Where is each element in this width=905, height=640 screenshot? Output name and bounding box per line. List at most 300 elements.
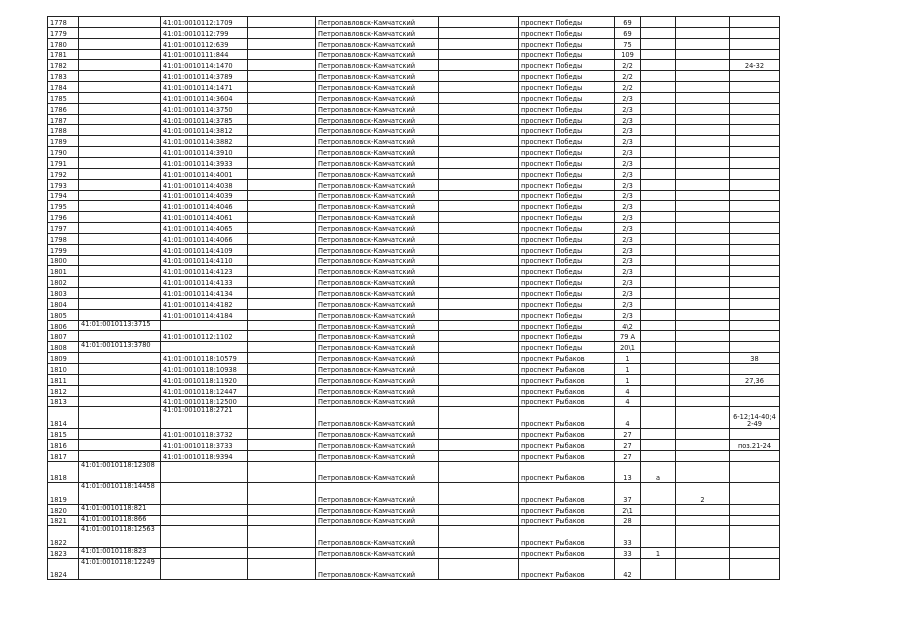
cadastral-number-a-cell (79, 201, 161, 212)
building-letter-cell (641, 266, 676, 277)
structure-number-cell (676, 233, 730, 244)
house-number-cell: 2/3 (615, 168, 641, 179)
empty-cell (248, 439, 316, 450)
empty-cell (248, 60, 316, 71)
city-cell: Петропавловск-Камчатский (316, 461, 439, 483)
empty-cell (439, 201, 519, 212)
structure-number-cell (676, 428, 730, 439)
empty-cell (248, 342, 316, 353)
house-number-cell: 27 (615, 450, 641, 461)
row-number-cell: 1795 (48, 201, 79, 212)
structure-number-cell (676, 342, 730, 353)
empty-cell (248, 49, 316, 60)
cadastral-number-a-cell: 41:01:0010118:12308 (79, 461, 161, 483)
table-row (48, 385, 780, 396)
city-cell: Петропавловск-Камчатский (316, 136, 439, 147)
city-cell: Петропавловск-Камчатский (316, 353, 439, 364)
house-number-cell: 33 (615, 547, 641, 558)
empty-cell (248, 38, 316, 49)
house-number-cell: 13 (615, 461, 641, 483)
house-number-cell: 2/3 (615, 266, 641, 277)
city-cell: Петропавловск-Камчатский (316, 364, 439, 375)
street-cell: проспект Рыбаков (519, 407, 615, 429)
apartment-cell: 27,36 (730, 374, 780, 385)
cadastral-number-b-cell: 41:01:0010114:4184 (161, 309, 248, 320)
cadastral-number-b-cell: 41:01:0010112:1709 (161, 17, 248, 28)
cadastral-number-b-cell: 41:01:0010114:3604 (161, 92, 248, 103)
empty-cell (439, 38, 519, 49)
building-letter-cell (641, 526, 676, 548)
table-row (48, 483, 780, 505)
cadastral-number-b-cell: 41:01:0010114:3789 (161, 71, 248, 82)
row-number-cell: 1808 (48, 342, 79, 353)
property-table (47, 16, 780, 580)
empty-cell (248, 526, 316, 548)
building-letter-cell (641, 288, 676, 299)
street-cell: проспект Победы (519, 277, 615, 288)
cadastral-number-a-cell (79, 374, 161, 385)
apartment-cell (730, 342, 780, 353)
building-letter-cell (641, 309, 676, 320)
empty-cell (439, 223, 519, 234)
table-row (48, 147, 780, 158)
cadastral-number-b-cell: 41:01:0010114:4066 (161, 233, 248, 244)
city-cell: Петропавловск-Камчатский (316, 396, 439, 407)
apartment-cell (730, 147, 780, 158)
empty-cell (248, 298, 316, 309)
apartment-cell (730, 428, 780, 439)
empty-cell (248, 125, 316, 136)
empty-cell (248, 288, 316, 299)
row-number-cell: 1796 (48, 212, 79, 223)
row-number-cell: 1818 (48, 461, 79, 483)
building-letter-cell (641, 483, 676, 505)
structure-number-cell (676, 82, 730, 93)
row-number-cell: 1780 (48, 38, 79, 49)
table-row (48, 547, 780, 558)
row-number-cell: 1802 (48, 277, 79, 288)
cadastral-number-b-cell: 41:01:0010111:844 (161, 49, 248, 60)
cadastral-number-a-cell (79, 439, 161, 450)
table-row (48, 396, 780, 407)
cadastral-number-a-cell (79, 255, 161, 266)
house-number-cell: 109 (615, 49, 641, 60)
cadastral-number-a-cell (79, 385, 161, 396)
house-number-cell: 2/3 (615, 223, 641, 234)
apartment-cell: поз.21-24 (730, 439, 780, 450)
apartment-cell (730, 244, 780, 255)
city-cell: Петропавловск-Камчатский (316, 309, 439, 320)
house-number-cell: 2/3 (615, 103, 641, 114)
house-number-cell: 2/3 (615, 233, 641, 244)
empty-cell (439, 179, 519, 190)
row-number-cell: 1821 (48, 515, 79, 526)
empty-cell (248, 266, 316, 277)
cadastral-number-b-cell: 41:01:0010118:2721 (161, 407, 248, 429)
building-letter-cell (641, 190, 676, 201)
house-number-cell: 2/3 (615, 298, 641, 309)
house-number-cell: 4 (615, 396, 641, 407)
row-number-cell: 1797 (48, 223, 79, 234)
house-number-cell: 27 (615, 439, 641, 450)
apartment-cell (730, 558, 780, 580)
apartment-cell (730, 396, 780, 407)
table-row (48, 71, 780, 82)
cadastral-number-a-cell (79, 244, 161, 255)
structure-number-cell (676, 27, 730, 38)
empty-cell (439, 168, 519, 179)
empty-cell (439, 439, 519, 450)
building-letter-cell (641, 201, 676, 212)
table-row (48, 82, 780, 93)
house-number-cell: 42 (615, 558, 641, 580)
empty-cell (248, 396, 316, 407)
street-cell: проспект Победы (519, 266, 615, 277)
cadastral-number-a-cell (79, 353, 161, 364)
cadastral-number-a-cell (79, 92, 161, 103)
city-cell: Петропавловск-Камчатский (316, 38, 439, 49)
empty-cell (248, 450, 316, 461)
structure-number-cell (676, 439, 730, 450)
structure-number-cell: 2 (676, 483, 730, 505)
building-letter-cell (641, 212, 676, 223)
cadastral-number-a-cell (79, 212, 161, 223)
empty-cell (248, 320, 316, 331)
cadastral-number-a-cell (79, 103, 161, 114)
cadastral-number-b-cell: 41:01:0010118:12447 (161, 385, 248, 396)
empty-cell (439, 27, 519, 38)
cadastral-number-a-cell (79, 288, 161, 299)
building-letter-cell (641, 385, 676, 396)
empty-cell (439, 504, 519, 515)
street-cell: проспект Рыбаков (519, 364, 615, 375)
street-cell: проспект Победы (519, 223, 615, 234)
table-row (48, 342, 780, 353)
apartment-cell (730, 125, 780, 136)
street-cell: проспект Рыбаков (519, 504, 615, 515)
building-letter-cell (641, 255, 676, 266)
empty-cell (439, 157, 519, 168)
cadastral-number-b-cell: 41:01:0010114:3933 (161, 157, 248, 168)
city-cell: Петропавловск-Камчатский (316, 288, 439, 299)
street-cell: проспект Победы (519, 288, 615, 299)
city-cell: Петропавловск-Камчатский (316, 407, 439, 429)
empty-cell (439, 266, 519, 277)
apartment-cell (730, 547, 780, 558)
table-row (48, 515, 780, 526)
row-number-cell: 1820 (48, 504, 79, 515)
table-row (48, 103, 780, 114)
cadastral-number-b-cell: 41:01:0010112:639 (161, 38, 248, 49)
table-row (48, 168, 780, 179)
empty-cell (439, 190, 519, 201)
cadastral-number-a-cell (79, 428, 161, 439)
empty-cell (439, 147, 519, 158)
row-number-cell: 1789 (48, 136, 79, 147)
cadastral-number-b-cell: 41:01:0010114:3812 (161, 125, 248, 136)
empty-cell (248, 385, 316, 396)
apartment-cell (730, 136, 780, 147)
structure-number-cell (676, 136, 730, 147)
apartment-cell (730, 71, 780, 82)
cadastral-number-b-cell (161, 461, 248, 483)
street-cell: проспект Победы (519, 212, 615, 223)
row-number-cell: 1778 (48, 17, 79, 28)
city-cell: Петропавловск-Камчатский (316, 92, 439, 103)
row-number-cell: 1794 (48, 190, 79, 201)
building-letter-cell (641, 233, 676, 244)
street-cell: проспект Рыбаков (519, 526, 615, 548)
street-cell: проспект Рыбаков (519, 547, 615, 558)
cadastral-number-b-cell: 41:01:0010112:799 (161, 27, 248, 38)
table-row (48, 298, 780, 309)
cadastral-number-b-cell: 41:01:0010114:4133 (161, 277, 248, 288)
apartment-cell (730, 82, 780, 93)
building-letter-cell (641, 374, 676, 385)
cadastral-number-b-cell: 41:01:0010118:3733 (161, 439, 248, 450)
house-number-cell: 20\1 (615, 342, 641, 353)
apartment-cell (730, 157, 780, 168)
house-number-cell: 2/3 (615, 201, 641, 212)
cadastral-number-a-cell: 41:01:0010113:3715 (79, 320, 161, 331)
cadastral-number-b-cell (161, 526, 248, 548)
house-number-cell: 1 (615, 353, 641, 364)
cadastral-number-a-cell (79, 364, 161, 375)
apartment-cell (730, 450, 780, 461)
cadastral-number-b-cell (161, 483, 248, 505)
house-number-cell: 2/3 (615, 125, 641, 136)
table-row (48, 277, 780, 288)
street-cell: проспект Победы (519, 92, 615, 103)
empty-cell (439, 114, 519, 125)
empty-cell (439, 298, 519, 309)
structure-number-cell (676, 212, 730, 223)
table-row (48, 331, 780, 342)
cadastral-number-a-cell (79, 233, 161, 244)
cadastral-number-b-cell: 41:01:0010118:10579 (161, 353, 248, 364)
house-number-cell: 4 (615, 407, 641, 429)
cadastral-number-b-cell (161, 342, 248, 353)
building-letter-cell (641, 168, 676, 179)
cadastral-number-a-cell (79, 179, 161, 190)
building-letter-cell (641, 244, 676, 255)
row-number-cell: 1823 (48, 547, 79, 558)
building-letter-cell (641, 396, 676, 407)
house-number-cell: 2/2 (615, 82, 641, 93)
row-number-cell: 1784 (48, 82, 79, 93)
street-cell: проспект Рыбаков (519, 385, 615, 396)
empty-cell (439, 515, 519, 526)
city-cell: Петропавловск-Камчатский (316, 125, 439, 136)
house-number-cell: 2/2 (615, 60, 641, 71)
table-row (48, 266, 780, 277)
empty-cell (439, 450, 519, 461)
street-cell: проспект Победы (519, 147, 615, 158)
row-number-cell: 1779 (48, 27, 79, 38)
empty-cell (439, 374, 519, 385)
cadastral-number-a-cell (79, 298, 161, 309)
row-number-cell: 1805 (48, 309, 79, 320)
apartment-cell (730, 233, 780, 244)
empty-cell (439, 60, 519, 71)
cadastral-number-a-cell (79, 147, 161, 158)
cadastral-number-b-cell: 41:01:0010114:3910 (161, 147, 248, 158)
table-row (48, 288, 780, 299)
street-cell: проспект Победы (519, 136, 615, 147)
empty-cell (439, 212, 519, 223)
structure-number-cell (676, 60, 730, 71)
cadastral-number-b-cell: 41:01:0010114:3785 (161, 114, 248, 125)
empty-cell (248, 244, 316, 255)
table-row (48, 125, 780, 136)
house-number-cell: 1 (615, 374, 641, 385)
city-cell: Петропавловск-Камчатский (316, 190, 439, 201)
building-letter-cell (641, 320, 676, 331)
empty-cell (248, 331, 316, 342)
structure-number-cell (676, 168, 730, 179)
structure-number-cell (676, 17, 730, 28)
empty-cell (439, 547, 519, 558)
house-number-cell: 2/3 (615, 179, 641, 190)
building-letter-cell (641, 364, 676, 375)
empty-cell (439, 342, 519, 353)
house-number-cell: 1 (615, 364, 641, 375)
city-cell: Петропавловск-Камчатский (316, 103, 439, 114)
table-row (48, 114, 780, 125)
structure-number-cell (676, 298, 730, 309)
structure-number-cell (676, 103, 730, 114)
city-cell: Петропавловск-Камчатский (316, 483, 439, 505)
table-row (48, 439, 780, 450)
city-cell: Петропавловск-Камчатский (316, 147, 439, 158)
structure-number-cell (676, 38, 730, 49)
empty-cell (248, 17, 316, 28)
city-cell: Петропавловск-Камчатский (316, 255, 439, 266)
structure-number-cell (676, 450, 730, 461)
street-cell: проспект Победы (519, 244, 615, 255)
apartment-cell (730, 49, 780, 60)
row-number-cell: 1787 (48, 114, 79, 125)
apartment-cell (730, 320, 780, 331)
city-cell: Петропавловск-Камчатский (316, 223, 439, 234)
city-cell: Петропавловск-Камчатский (316, 439, 439, 450)
cadastral-number-a-cell: 41:01:0010113:3780 (79, 342, 161, 353)
building-letter-cell (641, 558, 676, 580)
table-row (48, 407, 780, 429)
empty-cell (439, 255, 519, 266)
structure-number-cell (676, 353, 730, 364)
empty-cell (439, 92, 519, 103)
city-cell: Петропавловск-Камчатский (316, 526, 439, 548)
empty-cell (248, 179, 316, 190)
street-cell: проспект Рыбаков (519, 439, 615, 450)
structure-number-cell (676, 125, 730, 136)
city-cell: Петропавловск-Камчатский (316, 450, 439, 461)
structure-number-cell (676, 201, 730, 212)
cadastral-number-a-cell (79, 450, 161, 461)
building-letter-cell (641, 147, 676, 158)
city-cell: Петропавловск-Камчатский (316, 320, 439, 331)
cadastral-number-b-cell: 41:01:0010114:4110 (161, 255, 248, 266)
street-cell: проспект Победы (519, 331, 615, 342)
structure-number-cell (676, 504, 730, 515)
street-cell: проспект Победы (519, 179, 615, 190)
table-row (48, 450, 780, 461)
empty-cell (248, 147, 316, 158)
cadastral-number-b-cell (161, 558, 248, 580)
empty-cell (248, 515, 316, 526)
city-cell: Петропавловск-Камчатский (316, 547, 439, 558)
building-letter-cell (641, 71, 676, 82)
row-number-cell: 1792 (48, 168, 79, 179)
empty-cell (439, 49, 519, 60)
row-number-cell: 1817 (48, 450, 79, 461)
building-letter-cell (641, 38, 676, 49)
table-row (48, 244, 780, 255)
apartment-cell (730, 515, 780, 526)
building-letter-cell: а (641, 461, 676, 483)
table-row (48, 60, 780, 71)
apartment-cell (730, 168, 780, 179)
street-cell: проспект Победы (519, 309, 615, 320)
empty-cell (439, 125, 519, 136)
street-cell: проспект Рыбаков (519, 483, 615, 505)
street-cell: проспект Рыбаков (519, 558, 615, 580)
house-number-cell: 2/3 (615, 309, 641, 320)
row-number-cell: 1812 (48, 385, 79, 396)
row-number-cell: 1822 (48, 526, 79, 548)
row-number-cell: 1814 (48, 407, 79, 429)
house-number-cell: 28 (615, 515, 641, 526)
building-letter-cell (641, 114, 676, 125)
structure-number-cell (676, 558, 730, 580)
empty-cell (248, 114, 316, 125)
table-row (48, 157, 780, 168)
apartment-cell (730, 201, 780, 212)
structure-number-cell (676, 71, 730, 82)
row-number-cell: 1824 (48, 558, 79, 580)
city-cell: Петропавловск-Камчатский (316, 179, 439, 190)
empty-cell (248, 353, 316, 364)
row-number-cell: 1803 (48, 288, 79, 299)
empty-cell (248, 201, 316, 212)
building-letter-cell (641, 515, 676, 526)
empty-cell (439, 277, 519, 288)
city-cell: Петропавловск-Камчатский (316, 504, 439, 515)
cadastral-number-a-cell: 41:01:0010118:12563 (79, 526, 161, 548)
row-number-cell: 1819 (48, 483, 79, 505)
table-row (48, 92, 780, 103)
apartment-cell (730, 385, 780, 396)
empty-cell (248, 233, 316, 244)
row-number-cell: 1806 (48, 320, 79, 331)
structure-number-cell (676, 407, 730, 429)
apartment-cell (730, 17, 780, 28)
row-number-cell: 1813 (48, 396, 79, 407)
empty-cell (248, 428, 316, 439)
street-cell: проспект Победы (519, 320, 615, 331)
cadastral-number-b-cell: 41:01:0010118:9394 (161, 450, 248, 461)
cadastral-number-b-cell: 41:01:0010112:1102 (161, 331, 248, 342)
cadastral-number-b-cell (161, 515, 248, 526)
house-number-cell: 2/3 (615, 92, 641, 103)
table-row (48, 136, 780, 147)
structure-number-cell (676, 49, 730, 60)
street-cell: проспект Победы (519, 103, 615, 114)
apartment-cell (730, 266, 780, 277)
city-cell: Петропавловск-Камчатский (316, 277, 439, 288)
cadastral-number-b-cell: 41:01:0010114:4046 (161, 201, 248, 212)
